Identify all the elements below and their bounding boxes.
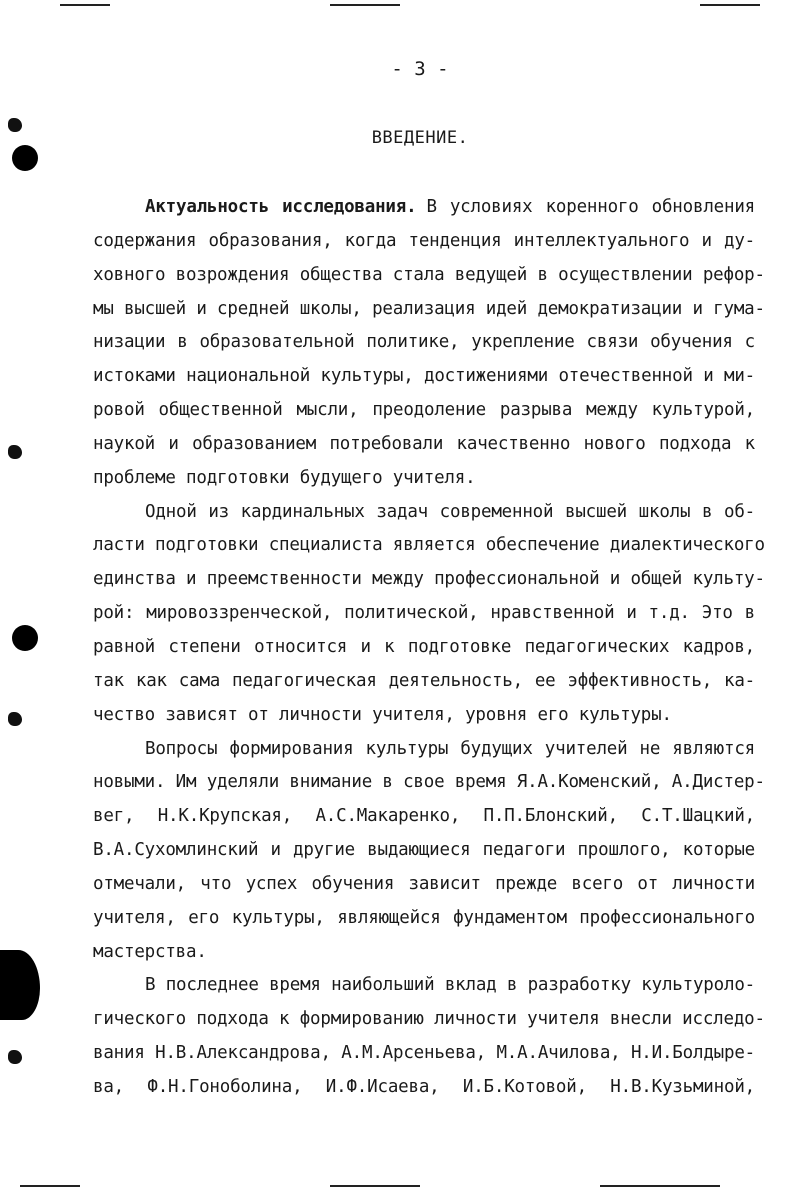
scan-dark-mark <box>0 950 40 1020</box>
text-line: наукой и образованием потребовали качественно нового подхода к <box>93 433 755 454</box>
text-line: В последнее время наибольший вклад в разработку культуроло- <box>145 975 755 996</box>
text-line: так как сама педагогическая деятельность, ее эффективность, ка- <box>93 670 755 691</box>
text-line: истоками национальной культуры, достижениями отечественной и ми- <box>93 366 755 387</box>
text-line: чество зависят от личности учителя, уровня его культуры. <box>93 704 672 725</box>
text-line: В.А.Сухомлинский и другие выдающиеся педагоги прошлого, которые <box>93 840 755 861</box>
text-line: новыми. Им уделяли внимание в свое время Я.А.Коменский, А.Дистер- <box>93 772 765 793</box>
punch-hole-mark <box>8 445 22 459</box>
page-number: - 3 - <box>391 58 449 80</box>
text-line: ва, Ф.Н.Гоноболина, И.Ф.Исаева, И.Б.Котовой, Н.В.Кузьминой, <box>93 1076 755 1097</box>
text-line: вег, Н.К.Крупская, А.С.Макаренко, П.П.Блонский, С.Т.Шацкий, <box>93 806 755 827</box>
scan-edge-mark <box>330 1185 420 1187</box>
scan-edge-mark <box>600 1185 720 1187</box>
punch-hole-mark <box>8 712 22 726</box>
text-line: Одной из кардинальных задач современной высшей школы в об- <box>145 501 755 522</box>
text-line: низации в образовательной политике, укрепление связи обучения с <box>93 332 755 353</box>
text-line: мы высшей и средней школы, реализация идей демократизации и гума- <box>93 298 765 319</box>
scan-edge-mark <box>330 4 400 6</box>
text-line: мастерства. <box>93 941 207 962</box>
text-line: учителя, его культуры, являющейся фундаментом профессионального <box>93 907 755 928</box>
text-line: рой: мировоззренческой, политической, нравственной и т.д. Это в <box>93 603 755 624</box>
text-line: ховного возрождения общества стала ведущей в осуществлении рефор- <box>93 264 765 285</box>
text-line: единства и преемственности между профессиональной и общей культу- <box>93 569 765 590</box>
scan-edge-mark <box>700 4 760 6</box>
text-line: Актуальность исследования. В условиях коренного обновления <box>145 197 755 217</box>
bold-lead-in: Актуальность исследования. <box>145 197 417 217</box>
body-text <box>93 191 765 1105</box>
punch-hole-mark <box>8 1050 22 1064</box>
text-line: проблеме подготовки будущего учителя. <box>93 467 476 488</box>
text-line: гического подхода к формированию личности учителя внесли исследо- <box>93 1009 765 1030</box>
text-line: ровой общественной мысли, преодоление разрыва между культурой, <box>93 400 755 421</box>
punch-hole-mark <box>12 145 38 171</box>
text-line: вания Н.В.Александрова, А.М.Арсеньева, М.А.Ачилова, Н.И.Болдыре- <box>93 1043 755 1064</box>
text-line: ласти подготовки специалиста является обеспечение диалектического <box>93 535 765 556</box>
text-line: Вопросы формирования культуры будущих учителей не являются <box>145 738 755 759</box>
text-line: равной степени относится и к подготовке педагогических кадров, <box>93 636 755 657</box>
scan-edge-mark <box>60 4 110 6</box>
punch-hole-mark <box>12 625 38 651</box>
section-heading: ВВЕДЕНИЕ. <box>371 128 469 148</box>
text-line: отмечали, что успех обучения зависит прежде всего от личности <box>93 873 755 894</box>
text-line: содержания образования, когда тенденция интеллектуального и ду- <box>93 230 755 251</box>
scan-edge-mark <box>20 1185 80 1187</box>
